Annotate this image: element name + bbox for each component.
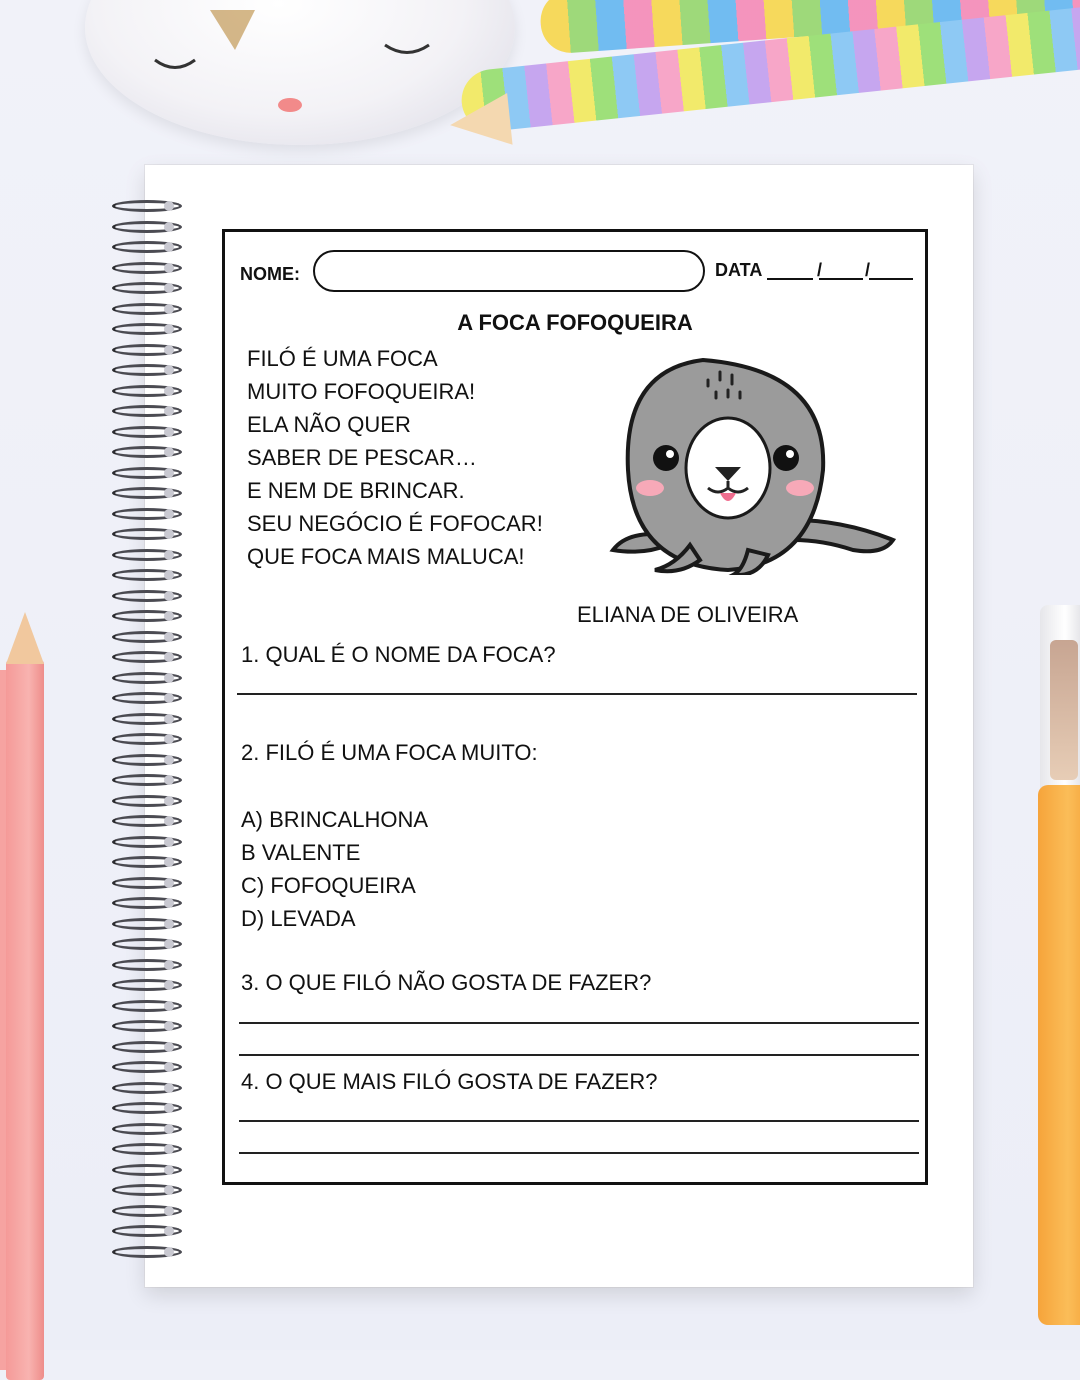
option-d[interactable]: D) LEVADA	[241, 906, 356, 931]
date-field[interactable]	[767, 278, 913, 280]
spiral-hole	[164, 939, 174, 949]
question-2: 2. FILÓ É UMA FOCA MUITO:	[241, 740, 538, 765]
poem-line: QUE FOCA MAIS MALUCA!	[247, 544, 525, 569]
question-1: 1. QUAL É O NOME DA FOCA?	[241, 642, 556, 667]
spiral-hole	[164, 242, 174, 252]
spiral-hole	[164, 222, 174, 232]
spiral-hole	[164, 714, 174, 724]
answer-line[interactable]	[237, 693, 917, 695]
date-label: DATA	[715, 260, 763, 280]
spiral-hole	[164, 1042, 174, 1052]
spiral-hole	[164, 857, 174, 867]
spiral-hole	[164, 468, 174, 478]
spiral-hole	[164, 201, 174, 211]
spiral-hole	[164, 1083, 174, 1093]
answer-line[interactable]	[239, 1152, 919, 1154]
marker-tip-decoration	[1050, 640, 1078, 780]
spiral-hole	[164, 365, 174, 375]
spiral-hole	[164, 406, 174, 416]
spiral-hole	[164, 1247, 174, 1257]
spiral-hole	[164, 980, 174, 990]
orange-marker-decoration	[1038, 785, 1080, 1325]
spiral-hole	[164, 263, 174, 273]
spiral-hole	[164, 878, 174, 888]
spiral-hole	[164, 775, 174, 785]
spiral-hole	[164, 1165, 174, 1175]
spiral-hole	[164, 611, 174, 621]
answer-line[interactable]	[239, 1054, 919, 1056]
spiral-hole	[164, 1001, 174, 1011]
pencil-tip-decoration	[6, 612, 44, 664]
worksheet	[222, 229, 928, 1185]
option-a[interactable]: A) BRINCALHONA	[241, 807, 429, 832]
spiral-hole	[164, 1062, 174, 1072]
spiral-hole	[164, 960, 174, 970]
pink-pencil-decoration	[6, 660, 44, 1380]
spiral-hole	[164, 693, 174, 703]
poem-line: SABER DE PESCAR…	[247, 445, 477, 470]
question-4: 4. O QUE MAIS FILÓ GOSTA DE FAZER?	[241, 1069, 658, 1094]
spiral-hole	[164, 1124, 174, 1134]
spiral-hole	[164, 550, 174, 560]
spiral-hole	[164, 755, 174, 765]
spiral-hole	[164, 427, 174, 437]
spiral-hole	[164, 488, 174, 498]
spiral-hole	[164, 734, 174, 744]
option-c[interactable]: C) FOFOQUEIRA	[241, 873, 416, 898]
spiral-hole	[164, 283, 174, 293]
spiral-hole	[164, 529, 174, 539]
seal-illustration	[608, 340, 900, 575]
spiral-binding	[112, 200, 192, 1270]
poem-line: SEU NEGÓCIO É FOFOCAR!	[247, 511, 543, 536]
poem-line: FILÓ É UMA FOCA	[247, 346, 438, 371]
option-b[interactable]: B VALENTE	[241, 840, 361, 865]
answer-line[interactable]	[239, 1022, 919, 1024]
spiral-hole	[164, 837, 174, 847]
spiral-hole	[164, 570, 174, 580]
name-label: NOME:	[240, 264, 300, 284]
page-title: A FOCA FOFOQUEIRA	[457, 310, 693, 335]
spiral-hole	[164, 509, 174, 519]
spiral-hole	[164, 1206, 174, 1216]
spiral-hole	[164, 816, 174, 826]
spiral-hole	[164, 1144, 174, 1154]
name-field[interactable]	[313, 250, 705, 292]
poem	[247, 342, 543, 573]
pencil-tip-decoration	[447, 93, 512, 151]
spiral-hole	[164, 591, 174, 601]
spiral-hole	[164, 1021, 174, 1031]
spiral-hole	[164, 304, 174, 314]
spiral-hole	[164, 1103, 174, 1113]
spiral-hole	[164, 919, 174, 929]
spiral-hole	[164, 632, 174, 642]
spiral-hole	[164, 447, 174, 457]
question-3: 3. O QUE FILÓ NÃO GOSTA DE FAZER?	[241, 970, 652, 995]
spiral-hole	[164, 652, 174, 662]
spiral-hole	[164, 898, 174, 908]
spiral-hole	[164, 386, 174, 396]
spiral-hole	[164, 673, 174, 683]
author: ELIANA DE OLIVEIRA	[577, 602, 799, 627]
poem-line: ELA NÃO QUER	[247, 412, 411, 437]
spiral-hole	[164, 345, 174, 355]
answer-line[interactable]	[239, 1120, 919, 1122]
spiral-hole	[164, 1226, 174, 1236]
spiral-hole	[164, 324, 174, 334]
poem-line: MUITO FOFOQUEIRA!	[247, 379, 476, 404]
date-separator: /	[817, 260, 823, 280]
date-separator: /	[865, 260, 871, 280]
poem-line: E NEM DE BRINCAR.	[247, 478, 465, 503]
spiral-hole	[164, 796, 174, 806]
spiral-hole	[164, 1185, 174, 1195]
